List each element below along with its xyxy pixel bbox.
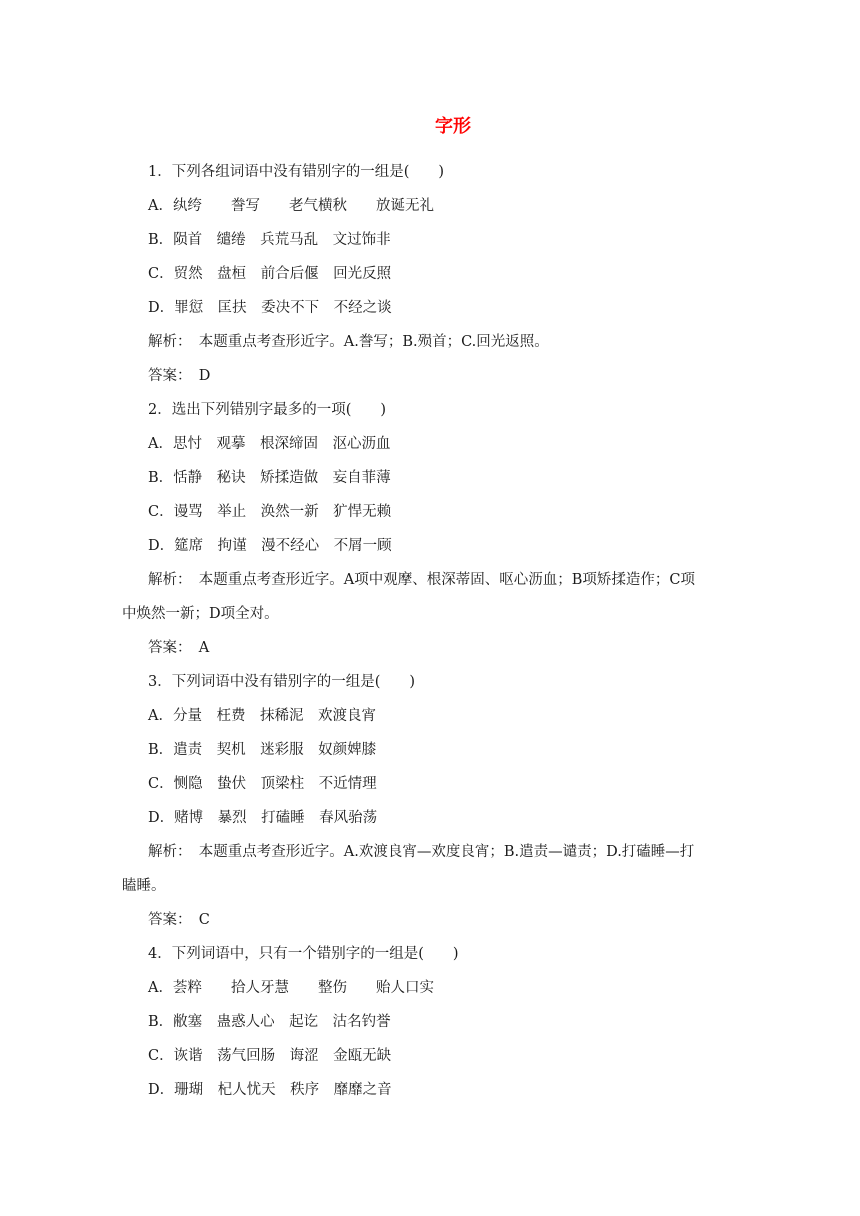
text-line: A．分量 枉费 抹稀泥 欢渡良宵 (148, 708, 376, 724)
text-line: 中焕然一新；D项全对。 (122, 606, 279, 622)
text-line: C．谩骂 举止 涣然一新 犷悍无赖 (148, 504, 392, 520)
text-line: 解析： 本题重点考查形近字。A.欢渡良宵—欢度良宵；B.遣责—谴责；D.打磕睡—打 (148, 844, 695, 860)
text-line: A．思忖 观摹 根深缔固 沤心沥血 (148, 436, 391, 452)
document-title: 字形 (435, 116, 471, 137)
text-line: 答案： C (148, 912, 210, 928)
text-line: D．赌博 暴烈 打磕睡 春风骀荡 (148, 810, 378, 826)
text-line: 4．下列词语中，只有一个错别字的一组是( ) (148, 946, 459, 962)
text-line: B．恬静 秘诀 矫揉造做 妄自菲薄 (148, 470, 391, 486)
text-line: 答案： A (148, 640, 210, 656)
text-line: D．筵席 拘谨 漫不经心 不屑一顾 (148, 538, 392, 554)
text-line: 答案： D (148, 368, 211, 384)
text-line: A．荟粹 拾人牙慧 整伤 贻人口实 (148, 980, 434, 996)
text-line: C．诙谐 荡气回肠 诲涩 金瓯无缺 (148, 1048, 392, 1064)
text-line: C．贸然 盘桓 前合后偃 回光反照 (148, 266, 392, 282)
text-line: A．纨绔 誊写 老气横秋 放诞无礼 (148, 198, 434, 214)
document-body (122, 155, 746, 1107)
text-line: 解析： 本题重点考查形近字。A项中观摩、根深蒂固、呕心沥血；B项矫揉造作；C项 (148, 572, 695, 588)
text-line: C．恻隐 蛰伏 顶梁柱 不近情理 (148, 776, 377, 792)
text-line: 2．选出下列错别字最多的一项( ) (148, 402, 387, 418)
text-line: 解析： 本题重点考查形近字。A.誊写；B.殒首；C.回光返照。 (148, 334, 549, 350)
text-line: D．珊瑚 杞人忧天 秩序 靡靡之音 (148, 1082, 392, 1098)
text-line: 1．下列各组词语中没有错别字的一组是( ) (148, 164, 445, 180)
text-line: 3．下列词语中没有错别字的一组是( ) (148, 674, 416, 690)
text-line: D．罪愆 匡扶 委决不下 不经之谈 (148, 300, 392, 316)
text-line: B．遣责 契机 迷彩服 奴颜婢膝 (148, 742, 377, 758)
text-line: B．敝塞 蛊惑人心 起讫 沽名钓誉 (148, 1014, 391, 1030)
text-line: 瞌睡。 (122, 878, 166, 894)
text-line: B．陨首 缱绻 兵荒马乱 文过饰非 (148, 232, 391, 248)
